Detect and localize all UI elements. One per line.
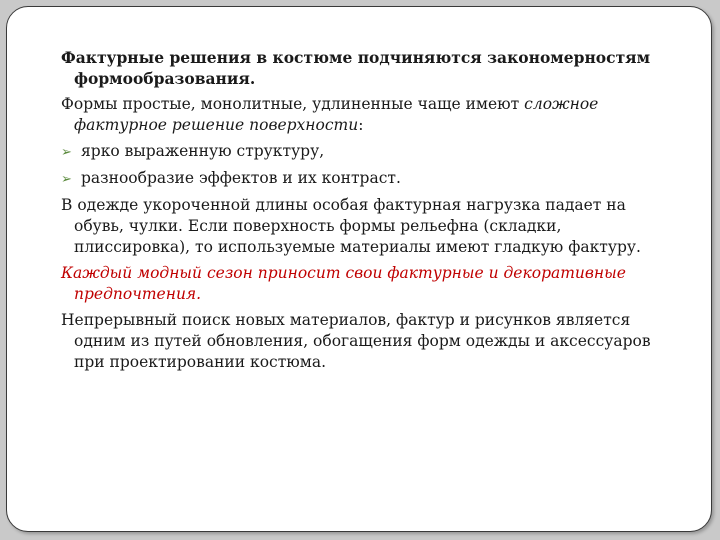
arrow-bullet-icon: ➢	[61, 145, 72, 160]
slide-content	[61, 47, 671, 378]
bullet-item	[61, 168, 671, 190]
arrow-bullet-icon: ➢	[61, 172, 72, 187]
forms-paragraph	[61, 94, 671, 136]
heading-paragraph: Фактурные решения в костюме подчиняются закономерностям формообразования.	[61, 48, 651, 88]
short-length-paragraph: В одежде укороченной длины особая фактурная нагрузка падает на обувь, чулки. Если поверхность формы рельефна (складки, плиссировка), то используемые материалы имеют гладкую фактуру.	[61, 196, 641, 256]
search-paragraph: Непрерывный поиск новых материалов, фактур и рисунков является одним из путей обновления, обогащения форм одежды и аксессуаров при проектировании костюма.	[61, 311, 651, 371]
bullet-text: ярко выраженную структуру,	[81, 142, 325, 160]
forms-paragraph-tail: :	[358, 116, 364, 134]
forms-paragraph-emphasis: сложное фактурное решение поверхности	[74, 95, 599, 134]
slide-frame	[6, 6, 712, 532]
season-paragraph: Каждый модный сезон приносит свои фактурные и декоративные предпочтения.	[61, 264, 626, 303]
forms-paragraph-lead: Формы простые, монолитные, удлиненные чаще имеют	[61, 95, 525, 113]
bullet-text: разнообразие эффектов и их контраст.	[81, 169, 401, 187]
bullet-item	[61, 141, 671, 163]
